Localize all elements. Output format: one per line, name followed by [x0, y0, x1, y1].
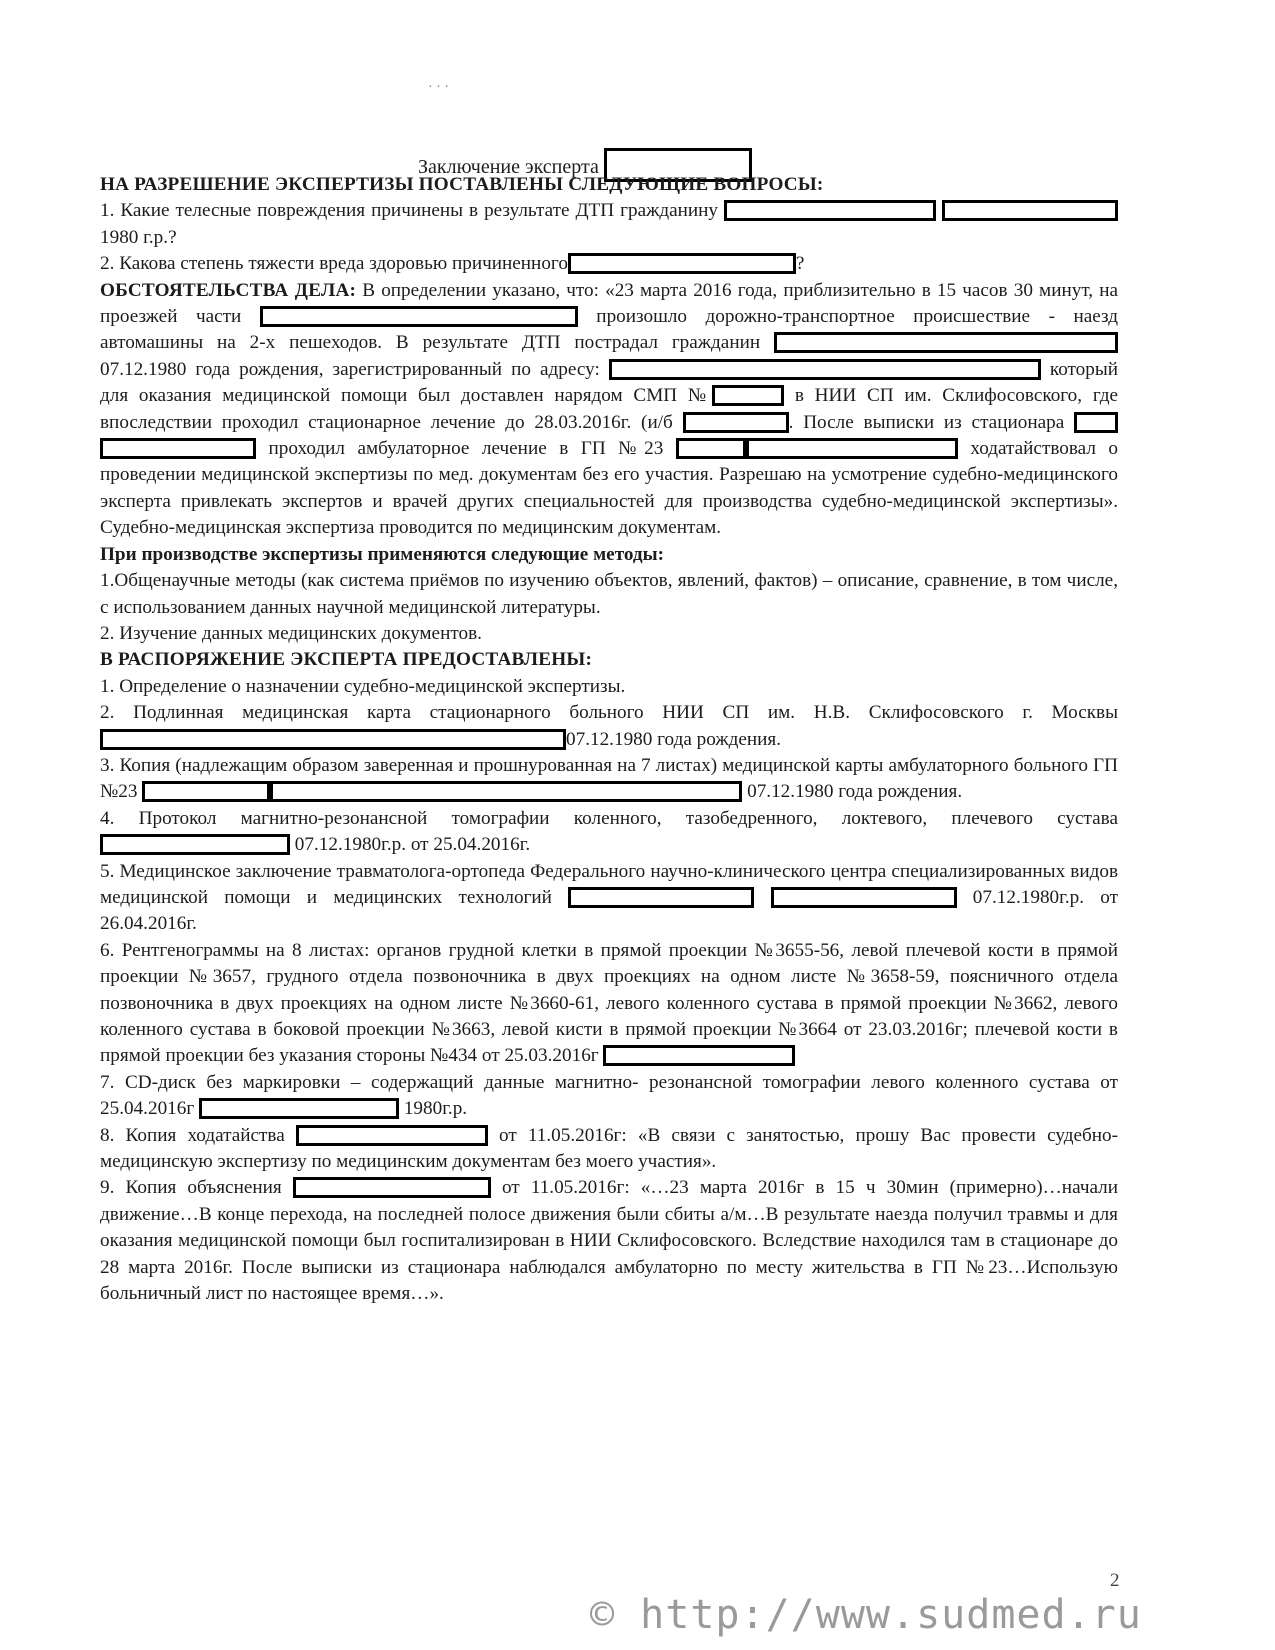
redaction-box	[199, 1098, 399, 1119]
redaction-box	[293, 1177, 491, 1198]
redaction-box	[568, 253, 796, 274]
circumstances-heading: ОБСТОЯТЕЛЬСТВА ДЕЛА:	[100, 279, 357, 301]
scan-artifact: · · ·	[428, 80, 449, 95]
page-number: 2	[1110, 1570, 1120, 1591]
redaction-box	[1074, 412, 1118, 433]
redaction-box	[746, 438, 958, 459]
redaction-box	[676, 438, 746, 459]
method-1: 1.Общенаучные методы (как система приёмов по изучению объектов, явлений, фактов) – описание, сравнение, в том числе, с использованием данных научной медицинской литературы.	[100, 570, 1118, 618]
redaction-box	[683, 412, 789, 433]
redaction-box	[142, 781, 270, 802]
redaction-box	[100, 729, 566, 750]
questions-heading: НА РАЗРЕШЕНИЕ ЭКСПЕРТИЗЫ ПОСТАВЛЕНЫ СЛЕДУЮЩИЕ ВОПРОСЫ:	[100, 174, 824, 195]
provided-item-8: 8. Копия ходатайства от 11.05.2016г: «В связи с занятостью, прошу Вас провести судебно-медицинскую экспертизу по медицинским документам без моего участия».	[100, 1124, 1119, 1173]
watermark: © http://www.sudmed.ru	[590, 1592, 1142, 1638]
redaction-box	[712, 385, 784, 406]
redaction-box	[609, 359, 1041, 380]
redaction-box	[771, 887, 957, 908]
redaction-box	[724, 200, 936, 221]
provided-item-5: 5. Медицинское заключение травматолога-ортопеда Федерального научно-клинического центра специализированных видов медицинской помощи и медицинских технологий 07.12.1980г.р. от 26.04.2016г.	[100, 860, 1119, 935]
redaction-box	[568, 887, 754, 908]
provided-heading: В РАСПОРЯЖЕНИЕ ЭКСПЕРТА ПРЕДОСТАВЛЕНЫ:	[100, 649, 593, 671]
provided-item-3: 3. Копия (надлежащим образом заверенная и прошнурованная на 7 листах) медицинской карты амбулаторного больного ГП №23 07.12.1980 года рождения.	[100, 754, 1118, 803]
redaction-box	[774, 332, 1118, 353]
provided-item-1: 1. Определение о назначении судебно-медицинской экспертизы.	[100, 675, 626, 697]
provided-item-4: 4. Протокол магнитно-резонансной томографии коленного, тазобедренного, локтевого, плечевого сустава 07.12.1980г.р. от 25.04.2016г.	[100, 807, 1118, 856]
question-2: 2. Какова степень тяжести вреда здоровью причиненного ?	[100, 253, 805, 275]
redaction-box	[603, 1045, 795, 1066]
provided-item-6: 6. Рентгенограммы на 8 листах: органов грудной клетки в прямой проекции №3655-56, левой плечевой кости в прямой проекции №3657, грудного отдела позвоночника в двух проекциях на одном листе №3658-59, поясничного отдела позвоночника в двух проекциях на одном листе №3660-61, левого коленного сустава в прямой проекции №3662, левого коленного сустава в боковой проекции №3663, левой кисти в прямой проекции №3664 от 23.03.2016г; плечевой кости в прямой проекции без указания стороны №434 от 25.03.2016г	[100, 939, 1118, 1067]
redaction-box	[100, 438, 256, 459]
document-body	[100, 172, 1118, 1307]
redaction-box	[296, 1125, 488, 1146]
redaction-box	[270, 781, 742, 802]
provided-item-7: 7. CD-диск без маркировки – содержащий данные магнитно- резонансной томографии левого коленного сустава от 25.04.2016г 1980г.р.	[100, 1071, 1118, 1120]
provided-item-2: 2. Подлинная медицинская карта стационарного больного НИИ СП им. Н.В. Склифосовского г. Москвы 07.12.1980 года рождения.	[100, 702, 1118, 750]
redaction-box	[100, 834, 290, 855]
methods-heading: При производстве экспертизы применяются следующие методы:	[100, 543, 664, 565]
redaction-box	[942, 200, 1118, 221]
circumstances-paragraph: ОБСТОЯТЕЛЬСТВА ДЕЛА: В определении указано, что: «23 марта 2016 года, приблизительно в 15 часов 30 минут, на проезжей части произошло дорожно-транспортное происшествие - наезд автомашины на 2-х пешеходов. В результате ДТП пострадал гражданин 07.12.1980 года рождения, зарегистрированный по адресу: который для оказания медицинской помощи был доставлен нарядом СМП № в НИИ СП им. Склифосовского, где впоследствии проходил стационарное лечение до 28.03.2016г. (и/б . После выписки из стационара проходил амбулаторное лечение в ГП №23 ходатайствовал о проведении медицинской экспертизы по мед. документам без его участия. Разрешаю на усмотрение судебно-медицинского эксперта привлекать экспертов и врачей других специальностей для производства судебно-медицинской экспертизы». Судебно-медицинская экспертиза проводится по медицинским документам.	[100, 279, 1119, 539]
method-2: 2. Изучение данных медицинских документов.	[100, 622, 482, 644]
document-title: Заключение эксперта	[418, 148, 752, 182]
question-1: 1. Какие телесные повреждения причинены в результате ДТП гражданину 1980 г.р.?	[100, 198, 1118, 251]
provided-item-9: 9. Копия объяснения от 11.05.2016г: «…23 марта 2016г в 15 ч 30мин (примерно)…начали движение…В конце перехода, на последней полосе движения были сбиты а/м…В результате наезда получил травмы и для оказания медицинской помощи был госпитализирован в НИИ Склифосовского. Вследствие находился там в стационаре до 28 марта 2016г. После выписки из стационара наблюдался амбулаторно по месту жительства в ГП №23…Использую больничный лист по настоящее время…».	[100, 1177, 1118, 1305]
redaction-box	[260, 306, 578, 327]
